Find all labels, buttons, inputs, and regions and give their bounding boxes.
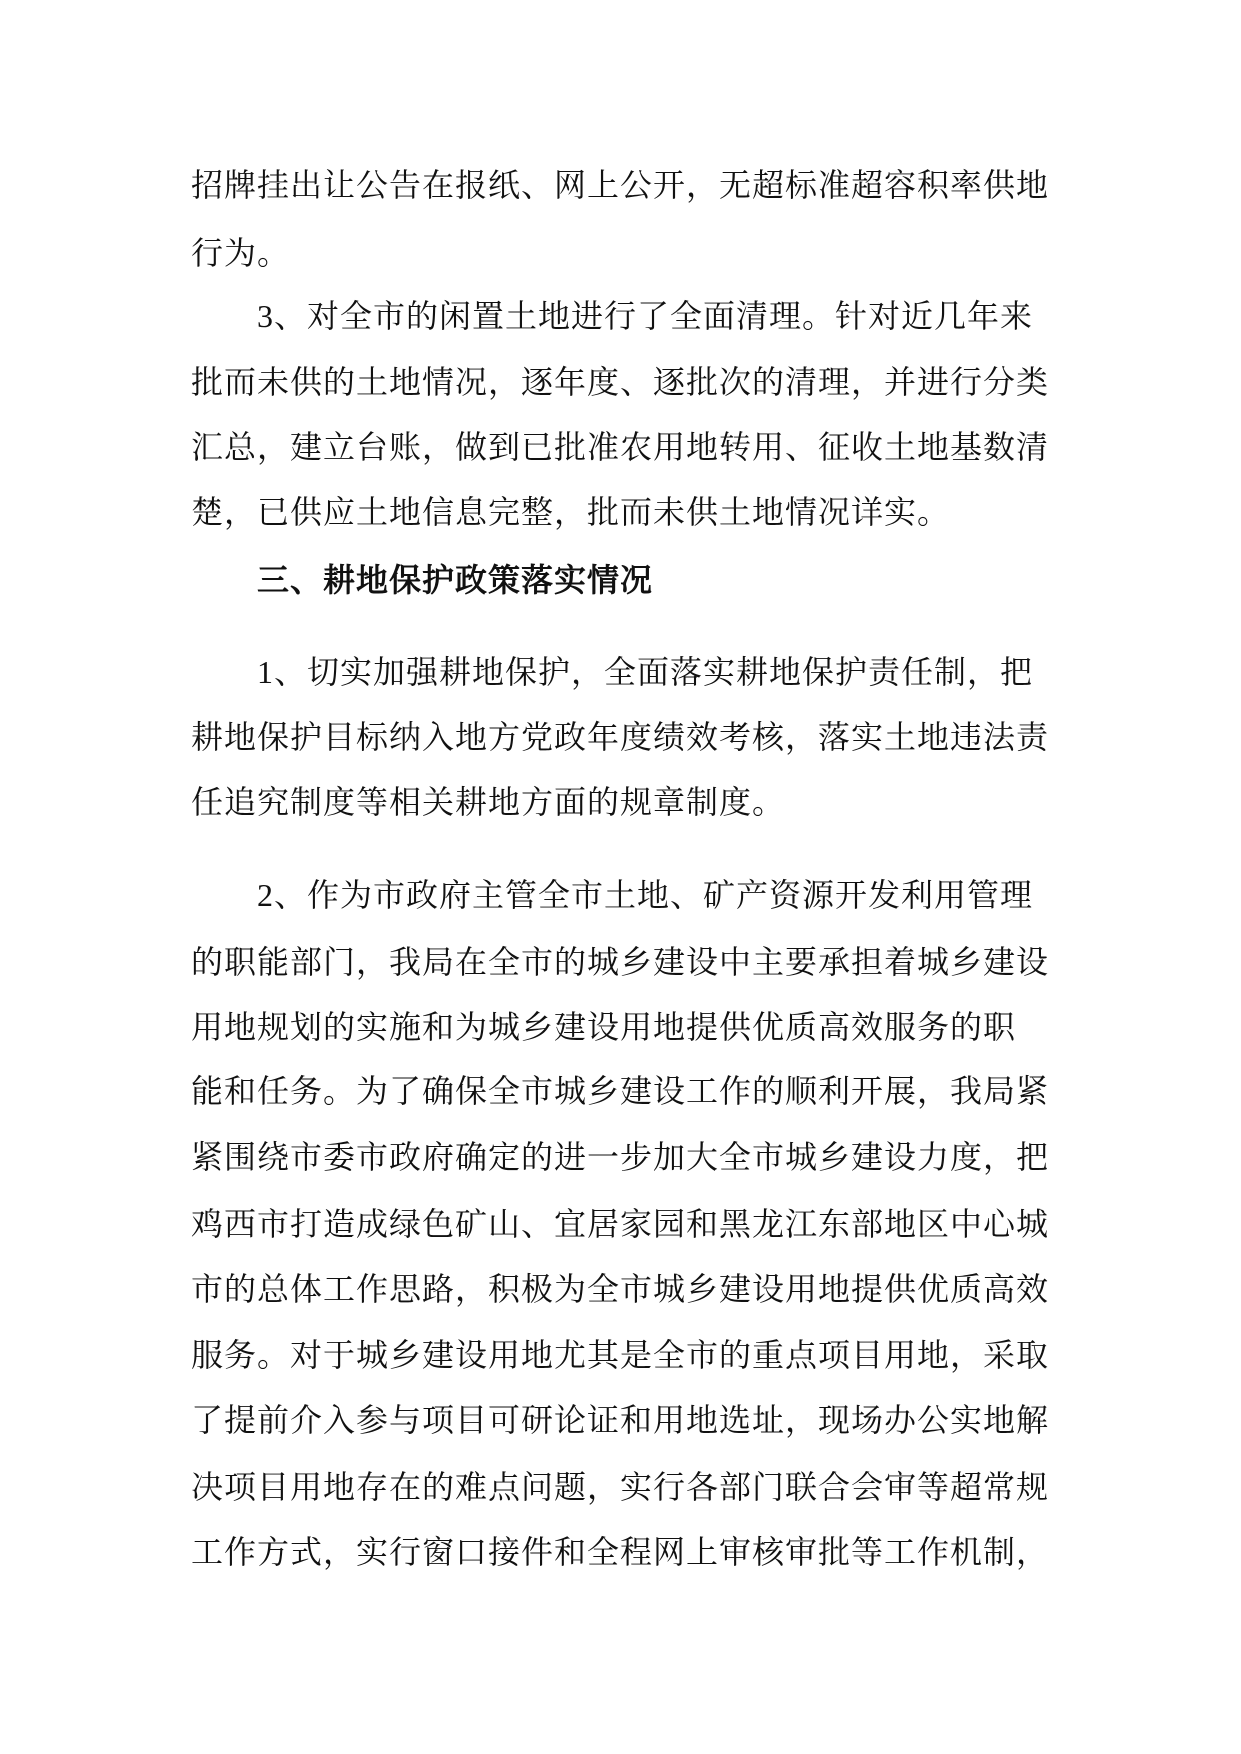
paragraph-line: 任追究制度等相关耕地方面的规章制度。 [191,784,786,820]
section-heading: 三、耕地保护政策落实情况 [257,562,654,598]
paragraph-line: 批而未供的土地情况，逐年度、逐批次的清理，并进行分类 [191,364,1050,400]
paragraph-line: 1、切实加强耕地保护，全面落实耕地保护责任制，把 [257,654,1034,690]
paragraph-line: 的职能部门，我局在全市的城乡建设中主要承担着城乡建设 [191,944,1050,980]
paragraph-line: 了提前介入参与项目可研论证和用地选址，现场办公实地解 [191,1402,1050,1438]
paragraph-line: 用地规划的实施和为城乡建设用地提供优质高效服务的职 [191,1009,1017,1045]
paragraph-line: 楚，已供应土地信息完整，批而未供土地情况详实。 [191,494,951,530]
paragraph-line: 3、对全市的闲置土地进行了全面清理。针对近几年来 [257,298,1034,334]
paragraph-line: 鸡西市打造成绿色矿山、宜居家园和黑龙江东部地区中心城 [191,1206,1050,1242]
paragraph-line: 决项目用地存在的难点问题，实行各部门联合会审等超常规 [191,1469,1050,1505]
paragraph-line: 招牌挂出让公告在报纸、网上公开，无超标准超容积率供地 [191,167,1050,203]
paragraph-line: 市的总体工作思路，积极为全市城乡建设用地提供优质高效 [191,1271,1050,1307]
paragraph-line: 服务。对于城乡建设用地尤其是全市的重点项目用地，采取 [191,1337,1050,1373]
paragraph-line: 2、作为市政府主管全市土地、矿产资源开发利用管理 [257,877,1034,913]
paragraph-line: 行为。 [191,235,291,271]
paragraph-line: 耕地保护目标纳入地方党政年度绩效考核，落实土地违法责 [191,719,1050,755]
paragraph-line: 汇总，建立台账，做到已批准农用地转用、征收土地基数清 [191,429,1050,465]
paragraph-line: 能和任务。为了确保全市城乡建设工作的顺利开展，我局紧 [191,1073,1050,1109]
paragraph-line: 工作方式，实行窗口接件和全程网上审核审批等工作机制， [191,1534,1050,1570]
paragraph-line: 紧围绕市委市政府确定的进一步加大全市城乡建设力度，把 [191,1139,1050,1175]
